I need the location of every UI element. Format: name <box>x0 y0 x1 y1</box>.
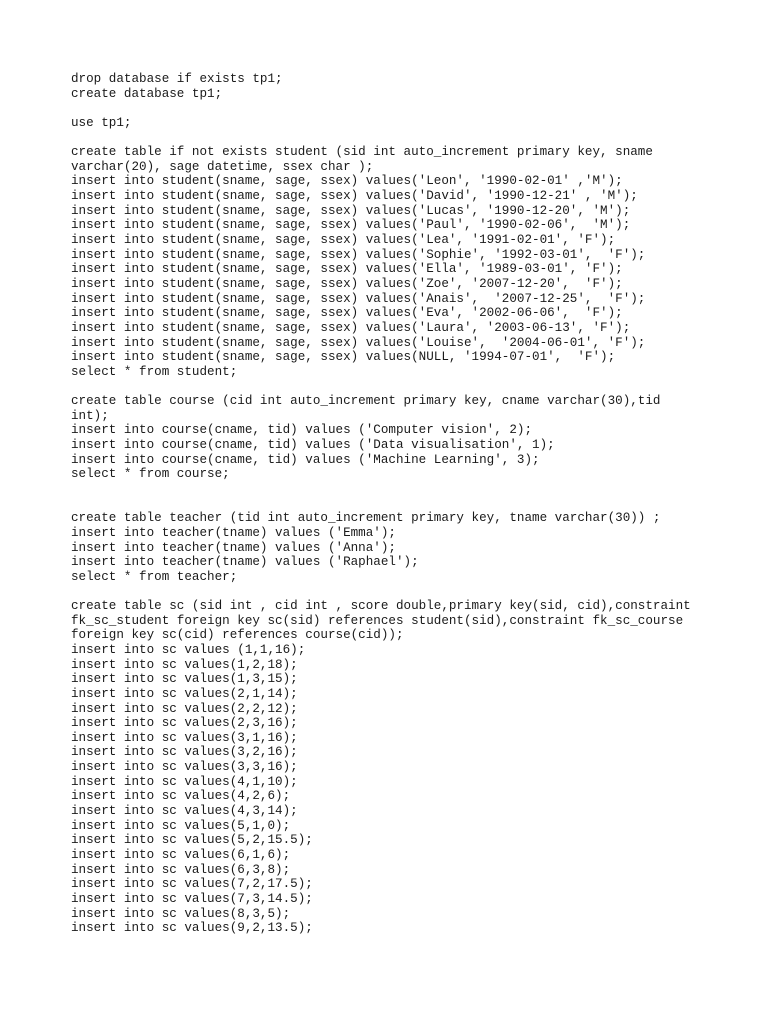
code-line: insert into sc values(7,2,17.5); <box>71 877 313 892</box>
code-line: insert into sc values(3,2,16); <box>71 745 298 760</box>
code-line: use tp1; <box>71 115 132 130</box>
code-line: insert into teacher(tname) values ('Anna'); <box>71 540 396 555</box>
code-line: insert into course(cname, tid) values ('Data visualisation', 1); <box>71 438 555 453</box>
code-line: insert into student(sname, sage, ssex) values('Laura', '2003-06-13', 'F'); <box>71 320 631 335</box>
code-line: insert into student(sname, sage, ssex) values('Paul', '1990-02-06', 'M'); <box>71 218 631 233</box>
code-line: insert into sc values(4,2,6); <box>71 789 291 804</box>
code-line: insert into sc values (1,1,16); <box>71 643 306 657</box>
code-line: insert into sc values(4,3,14); <box>71 804 298 819</box>
blank-line <box>71 584 711 599</box>
code-line: insert into sc values(8,3,5); <box>71 906 291 921</box>
code-line: create table sc (sid int , cid int , score double,primary key(sid, cid),constraint <box>71 599 691 614</box>
student-block <box>71 145 711 379</box>
use-block <box>71 116 711 131</box>
code-line: insert into sc values(3,3,16); <box>71 760 298 775</box>
code-line: insert into sc values(3,1,16); <box>71 730 298 745</box>
code-line: insert into student(sname, sage, ssex) values('Zoe', '2007-12-20', 'F'); <box>71 276 623 291</box>
code-line: insert into teacher(tname) values ('Emma'); <box>71 525 396 540</box>
code-line: insert into teacher(tname) values ('Raphael'); <box>71 555 419 570</box>
code-line: create table course (cid int auto_increment primary key, cname varchar(30),tid <box>71 394 661 409</box>
code-line: insert into student(sname, sage, ssex) values('Eva', '2002-06-06', 'F'); <box>71 306 623 321</box>
teacher-block <box>71 511 711 584</box>
code-line: insert into course(cname, tid) values ('Computer vision', 2); <box>71 423 533 438</box>
code-line: insert into student(sname, sage, ssex) values(NULL, '1994-07-01', 'F'); <box>71 350 616 365</box>
code-line: insert into student(sname, sage, ssex) values('Lea', '1991-02-01', 'F'); <box>71 233 616 248</box>
code-line: insert into student(sname, sage, ssex) values('Sophie', '1992-03-01', 'F'); <box>71 247 646 262</box>
code-line: select * from teacher; <box>71 569 238 584</box>
code-line: select * from course; <box>71 467 230 482</box>
code-line: insert into student(sname, sage, ssex) values('Ella', '1989-03-01', 'F'); <box>71 262 623 277</box>
code-line: insert into sc values(6,1,6); <box>71 847 291 862</box>
code-line: insert into sc values(2,2,12); <box>71 701 298 716</box>
code-line: varchar(20), sage datetime, ssex char ); <box>71 159 374 174</box>
blank-line <box>71 379 711 394</box>
sql-script <box>71 72 711 936</box>
code-line: insert into sc values(1,3,15); <box>71 672 298 687</box>
code-line: insert into student(sname, sage, ssex) values('Louise', '2004-06-01', 'F'); <box>71 335 646 350</box>
blank-line <box>71 482 711 511</box>
code-line: foreign key sc(cid) references course(cid)); <box>71 628 404 643</box>
code-line: insert into sc values(1,2,18); <box>71 657 298 672</box>
code-line: insert into student(sname, sage, ssex) values('Anais', '2007-12-25', 'F'); <box>71 291 646 306</box>
code-line: insert into course(cname, tid) values ('Machine Learning', 3); <box>71 452 540 467</box>
code-line: insert into sc values(2,1,14); <box>71 686 298 701</box>
blank-line <box>71 101 711 116</box>
code-line: insert into sc values(5,1,0); <box>71 818 291 833</box>
code-line: fk_sc_student foreign key sc(sid) references student(sid),constraint fk_sc_course <box>71 613 684 628</box>
code-line: insert into sc values(2,3,16); <box>71 716 298 731</box>
code-line: insert into sc values(9,2,13.5); <box>71 921 313 936</box>
course-block <box>71 394 711 482</box>
code-line: create table teacher (tid int auto_increment primary key, tname varchar(30)) ; <box>71 511 661 526</box>
sc-block <box>71 599 711 936</box>
code-line: insert into student(sname, sage, ssex) values('David', '1990-12-21' , 'M'); <box>71 189 638 204</box>
code-line: insert into sc values(7,3,14.5); <box>71 891 313 906</box>
code-line: drop database if exists tp1; <box>71 72 283 86</box>
blank-line <box>71 131 711 146</box>
code-line: select * from student; <box>71 364 238 379</box>
database-block <box>71 72 711 101</box>
code-line: create table if not exists student (sid int auto_increment primary key, sname <box>71 145 653 160</box>
code-line: insert into student(sname, sage, ssex) values('Lucas', '1990-12-20', 'M'); <box>71 203 631 218</box>
code-line: insert into sc values(4,1,10); <box>71 774 298 789</box>
code-line: create database tp1; <box>71 86 223 101</box>
code-line: int); <box>71 408 109 423</box>
code-line: insert into sc values(5,2,15.5); <box>71 833 313 848</box>
code-line: insert into sc values(6,3,8); <box>71 862 291 877</box>
code-line: insert into student(sname, sage, ssex) values('Leon', '1990-02-01' ,'M'); <box>71 174 623 189</box>
